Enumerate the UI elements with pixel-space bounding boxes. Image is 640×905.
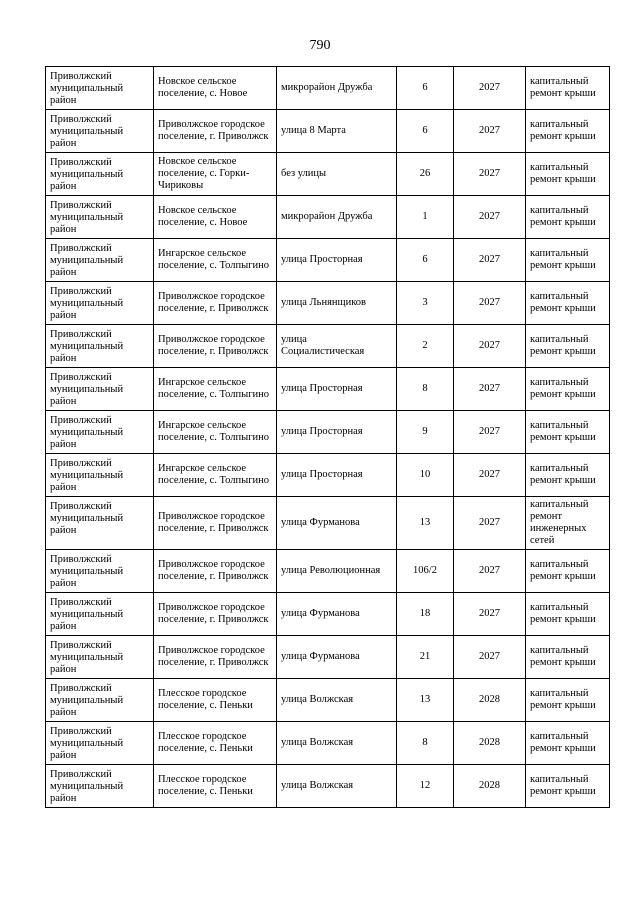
house-number-cell: 26 — [397, 153, 454, 196]
settlement-cell: Приволжское городское поселение, г. Приволжск — [154, 110, 277, 153]
table-row — [46, 411, 610, 454]
year-cell: 2027 — [454, 368, 526, 411]
year-cell: 2027 — [454, 454, 526, 497]
street-cell: улица Социалистическая — [277, 325, 397, 368]
table-row — [46, 722, 610, 765]
house-number-cell: 6 — [397, 110, 454, 153]
table-row — [46, 67, 610, 110]
work-type-cell: капитальный ремонт крыши — [526, 765, 610, 808]
settlement-cell: Плесское городское поселение, с. Пеньки — [154, 765, 277, 808]
work-type-cell: капитальный ремонт крыши — [526, 368, 610, 411]
year-cell: 2027 — [454, 153, 526, 196]
year-cell: 2027 — [454, 196, 526, 239]
year-cell: 2027 — [454, 550, 526, 593]
table-row — [46, 636, 610, 679]
house-number-cell: 6 — [397, 67, 454, 110]
year-cell: 2028 — [454, 722, 526, 765]
table-row — [46, 593, 610, 636]
district-cell: Приволжский муниципальный район — [46, 368, 154, 411]
settlement-cell: Приволжское городское поселение, г. Приволжск — [154, 550, 277, 593]
table-row — [46, 765, 610, 808]
street-cell: микрорайон Дружба — [277, 196, 397, 239]
settlement-cell: Приволжское городское поселение, г. Приволжск — [154, 593, 277, 636]
house-number-cell: 2 — [397, 325, 454, 368]
district-cell: Приволжский муниципальный район — [46, 282, 154, 325]
year-cell: 2027 — [454, 411, 526, 454]
district-cell: Приволжский муниципальный район — [46, 411, 154, 454]
work-type-cell: капитальный ремонт крыши — [526, 679, 610, 722]
work-type-cell: капитальный ремонт крыши — [526, 67, 610, 110]
work-type-cell: капитальный ремонт инженерных сетей — [526, 497, 610, 550]
district-cell: Приволжский муниципальный район — [46, 239, 154, 282]
settlement-cell: Плесское городское поселение, с. Пеньки — [154, 679, 277, 722]
district-cell: Приволжский муниципальный район — [46, 196, 154, 239]
house-number-cell: 12 — [397, 765, 454, 808]
table-row — [46, 368, 610, 411]
street-cell: улица Волжская — [277, 722, 397, 765]
work-type-cell: капитальный ремонт крыши — [526, 110, 610, 153]
year-cell: 2028 — [454, 765, 526, 808]
street-cell: улица 8 Марта — [277, 110, 397, 153]
work-type-cell: капитальный ремонт крыши — [526, 282, 610, 325]
table-row — [46, 497, 610, 550]
settlement-cell: Новское сельское поселение, с. Новое — [154, 67, 277, 110]
year-cell: 2028 — [454, 679, 526, 722]
year-cell: 2027 — [454, 67, 526, 110]
district-cell: Приволжский муниципальный район — [46, 765, 154, 808]
house-number-cell: 13 — [397, 679, 454, 722]
work-type-cell: капитальный ремонт крыши — [526, 454, 610, 497]
street-cell: улица Фурманова — [277, 636, 397, 679]
table-row — [46, 325, 610, 368]
work-type-cell: капитальный ремонт крыши — [526, 153, 610, 196]
page-number: 790 — [309, 38, 331, 53]
settlement-cell: Новское сельское поселение, с. Новое — [154, 196, 277, 239]
house-number-cell: 10 — [397, 454, 454, 497]
district-cell: Приволжский муниципальный район — [46, 679, 154, 722]
settlement-cell: Приволжское городское поселение, г. Приволжск — [154, 497, 277, 550]
street-cell: улица Фурманова — [277, 497, 397, 550]
year-cell: 2027 — [454, 593, 526, 636]
work-type-cell: капитальный ремонт крыши — [526, 411, 610, 454]
district-cell: Приволжский муниципальный район — [46, 636, 154, 679]
street-cell: улица Просторная — [277, 368, 397, 411]
settlement-cell: Приволжское городское поселение, г. Приволжск — [154, 282, 277, 325]
district-cell: Приволжский муниципальный район — [46, 454, 154, 497]
settlement-cell: Ингарское сельское поселение, с. Толпыгино — [154, 454, 277, 497]
settlement-cell: Новское сельское поселение, с. Горки-Чириковы — [154, 153, 277, 196]
street-cell: улица Революционная — [277, 550, 397, 593]
settlement-cell: Приволжское городское поселение, г. Приволжск — [154, 325, 277, 368]
street-cell: микрорайон Дружба — [277, 67, 397, 110]
table-row — [46, 550, 610, 593]
year-cell: 2027 — [454, 110, 526, 153]
work-type-cell: капитальный ремонт крыши — [526, 239, 610, 282]
district-cell: Приволжский муниципальный район — [46, 110, 154, 153]
house-number-cell: 1 — [397, 196, 454, 239]
work-type-cell: капитальный ремонт крыши — [526, 550, 610, 593]
table-row — [46, 282, 610, 325]
work-type-cell: капитальный ремонт крыши — [526, 593, 610, 636]
house-number-cell: 9 — [397, 411, 454, 454]
street-cell: улица Льнянщиков — [277, 282, 397, 325]
work-type-cell: капитальный ремонт крыши — [526, 722, 610, 765]
district-cell: Приволжский муниципальный район — [46, 722, 154, 765]
house-number-cell: 8 — [397, 368, 454, 411]
year-cell: 2027 — [454, 636, 526, 679]
table-row — [46, 679, 610, 722]
year-cell: 2027 — [454, 497, 526, 550]
settlement-cell: Ингарское сельское поселение, с. Толпыгино — [154, 411, 277, 454]
district-cell: Приволжский муниципальный район — [46, 153, 154, 196]
house-number-cell: 13 — [397, 497, 454, 550]
work-type-cell: капитальный ремонт крыши — [526, 325, 610, 368]
house-number-cell: 3 — [397, 282, 454, 325]
work-type-cell: капитальный ремонт крыши — [526, 196, 610, 239]
settlement-cell: Ингарское сельское поселение, с. Толпыгино — [154, 239, 277, 282]
district-cell: Приволжский муниципальный район — [46, 497, 154, 550]
district-cell: Приволжский муниципальный район — [46, 593, 154, 636]
table-row — [46, 153, 610, 196]
street-cell: улица Просторная — [277, 411, 397, 454]
table-row — [46, 196, 610, 239]
year-cell: 2027 — [454, 282, 526, 325]
house-number-cell: 21 — [397, 636, 454, 679]
settlement-cell: Приволжское городское поселение, г. Приволжск — [154, 636, 277, 679]
street-cell: без улицы — [277, 153, 397, 196]
table-row — [46, 239, 610, 282]
house-number-cell: 106/2 — [397, 550, 454, 593]
street-cell: улица Фурманова — [277, 593, 397, 636]
district-cell: Приволжский муниципальный район — [46, 550, 154, 593]
district-cell: Приволжский муниципальный район — [46, 67, 154, 110]
year-cell: 2027 — [454, 325, 526, 368]
street-cell: улица Волжская — [277, 679, 397, 722]
capital-repair-table — [45, 66, 610, 808]
house-number-cell: 18 — [397, 593, 454, 636]
street-cell: улица Просторная — [277, 239, 397, 282]
street-cell: улица Просторная — [277, 454, 397, 497]
street-cell: улица Волжская — [277, 765, 397, 808]
house-number-cell: 8 — [397, 722, 454, 765]
table-row — [46, 110, 610, 153]
district-cell: Приволжский муниципальный район — [46, 325, 154, 368]
work-type-cell: капитальный ремонт крыши — [526, 636, 610, 679]
settlement-cell: Ингарское сельское поселение, с. Толпыгино — [154, 368, 277, 411]
settlement-cell: Плесское городское поселение, с. Пеньки — [154, 722, 277, 765]
table-body — [46, 67, 610, 808]
year-cell: 2027 — [454, 239, 526, 282]
house-number-cell: 6 — [397, 239, 454, 282]
table-row — [46, 454, 610, 497]
